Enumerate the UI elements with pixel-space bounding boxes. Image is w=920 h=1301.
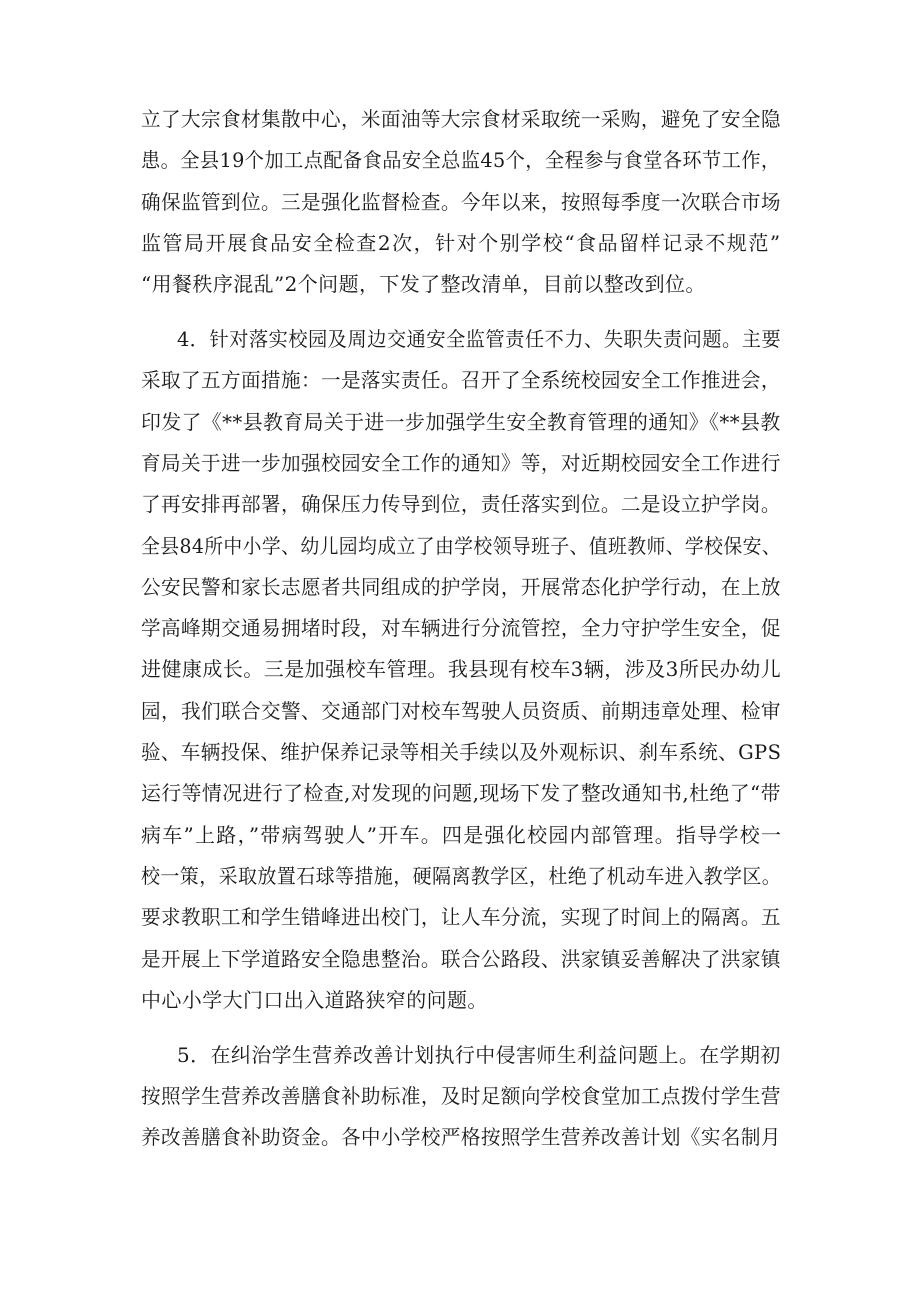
- text-line: 立了大宗食材集散中心，米面油等大宗食材采取统一采购，避免了安全隐: [141, 107, 781, 131]
- text-line: 5．在纠治学生营养改善计划执行中侵害师生利益问题上。在学期初: [177, 1042, 781, 1067]
- text-line: 学高峰期交通易拥堵时段，对车辆进行分流管控，全力守护学生安全，促: [141, 616, 781, 641]
- text-line: 验、车辆投保、维护保养记录等相关手续以及外观标识、刹车系统、GPS: [141, 740, 782, 764]
- text-line: 4．针对落实校园及周边交通安全监管责任不力、失职失责问题。主要: [177, 327, 782, 351]
- text-line: 确保监管到位。三是强化监督检查。今年以来，按照每季度一次联合市场: [141, 189, 781, 214]
- text-line: 中心小学大门口出入道路狭窄的问题。: [141, 987, 488, 1012]
- text-line: 按照学生营养改善膳食补助标准，及时足额向学校食堂加工点拨付学生营: [141, 1083, 781, 1108]
- text-line: 运行等情况进行了检查,对发现的问题,现场下发了整改通知书,杜绝了“带: [141, 781, 781, 806]
- text-line: 育局关于进一步加强校园安全工作的通知》等，对近期校园安全工作进行: [141, 450, 781, 475]
- text-line: 养改善膳食补助资金。各中小学校严格按照学生营养改善计划《实名制月: [141, 1125, 781, 1150]
- text-line: 采取了五方面措施：一是落实责任。召开了全系统校园安全工作推进会，: [141, 368, 781, 393]
- text-line: 监管局开展食品安全检查2次，针对个别学校“食品留样记录不规范”: [141, 230, 782, 255]
- text-line: 校一策，采取放置石球等措施，硬隔离教学区，杜绝了机动车进入教学区。: [141, 863, 782, 888]
- text-line: 了再安排再部署，确保压力传导到位，责任落实到位。二是设立护学岗。: [141, 492, 781, 517]
- text-line: 公安民警和家长志愿者共同组成的护学岗，开展常态化护学行动，在上放: [141, 574, 781, 599]
- text-line: 患。全县19个加工点配备食品安全总监45个，全程参与食堂各环节工作，: [141, 148, 781, 173]
- text-line: 进健康成长。三是加强校车管理。我县现有校车3辆，涉及3所民办幼儿: [141, 657, 782, 682]
- text-line: 病车”上路，”带病驾驶人”开车。四是强化校园内部管理。指导学校一: [141, 822, 783, 847]
- text-line: 是开展上下学道路安全隐患整治。联合公路段、洪家镇妥善解决了洪家镇: [141, 946, 781, 971]
- document-body: [141, 101, 791, 1161]
- text-line: 要求教职工和学生错峰进出校门，让人车分流，实现了时间上的隔离。五: [141, 905, 781, 930]
- text-line: 全县84所中小学、幼儿园均成立了由学校领导班子、值班教师、学校保安、: [141, 533, 782, 558]
- text-line: 园，我们联合交警、交通部门对校车驾驶人员资质、前期违章处理、检审: [141, 698, 781, 723]
- text-line: “用餐秩序混乱”2个问题，下发了整改清单，目前以整改到位。: [141, 272, 706, 297]
- text-line: 印发了《**县教育局关于进一步加强学生安全教育管理的通知》《**县教: [141, 409, 781, 434]
